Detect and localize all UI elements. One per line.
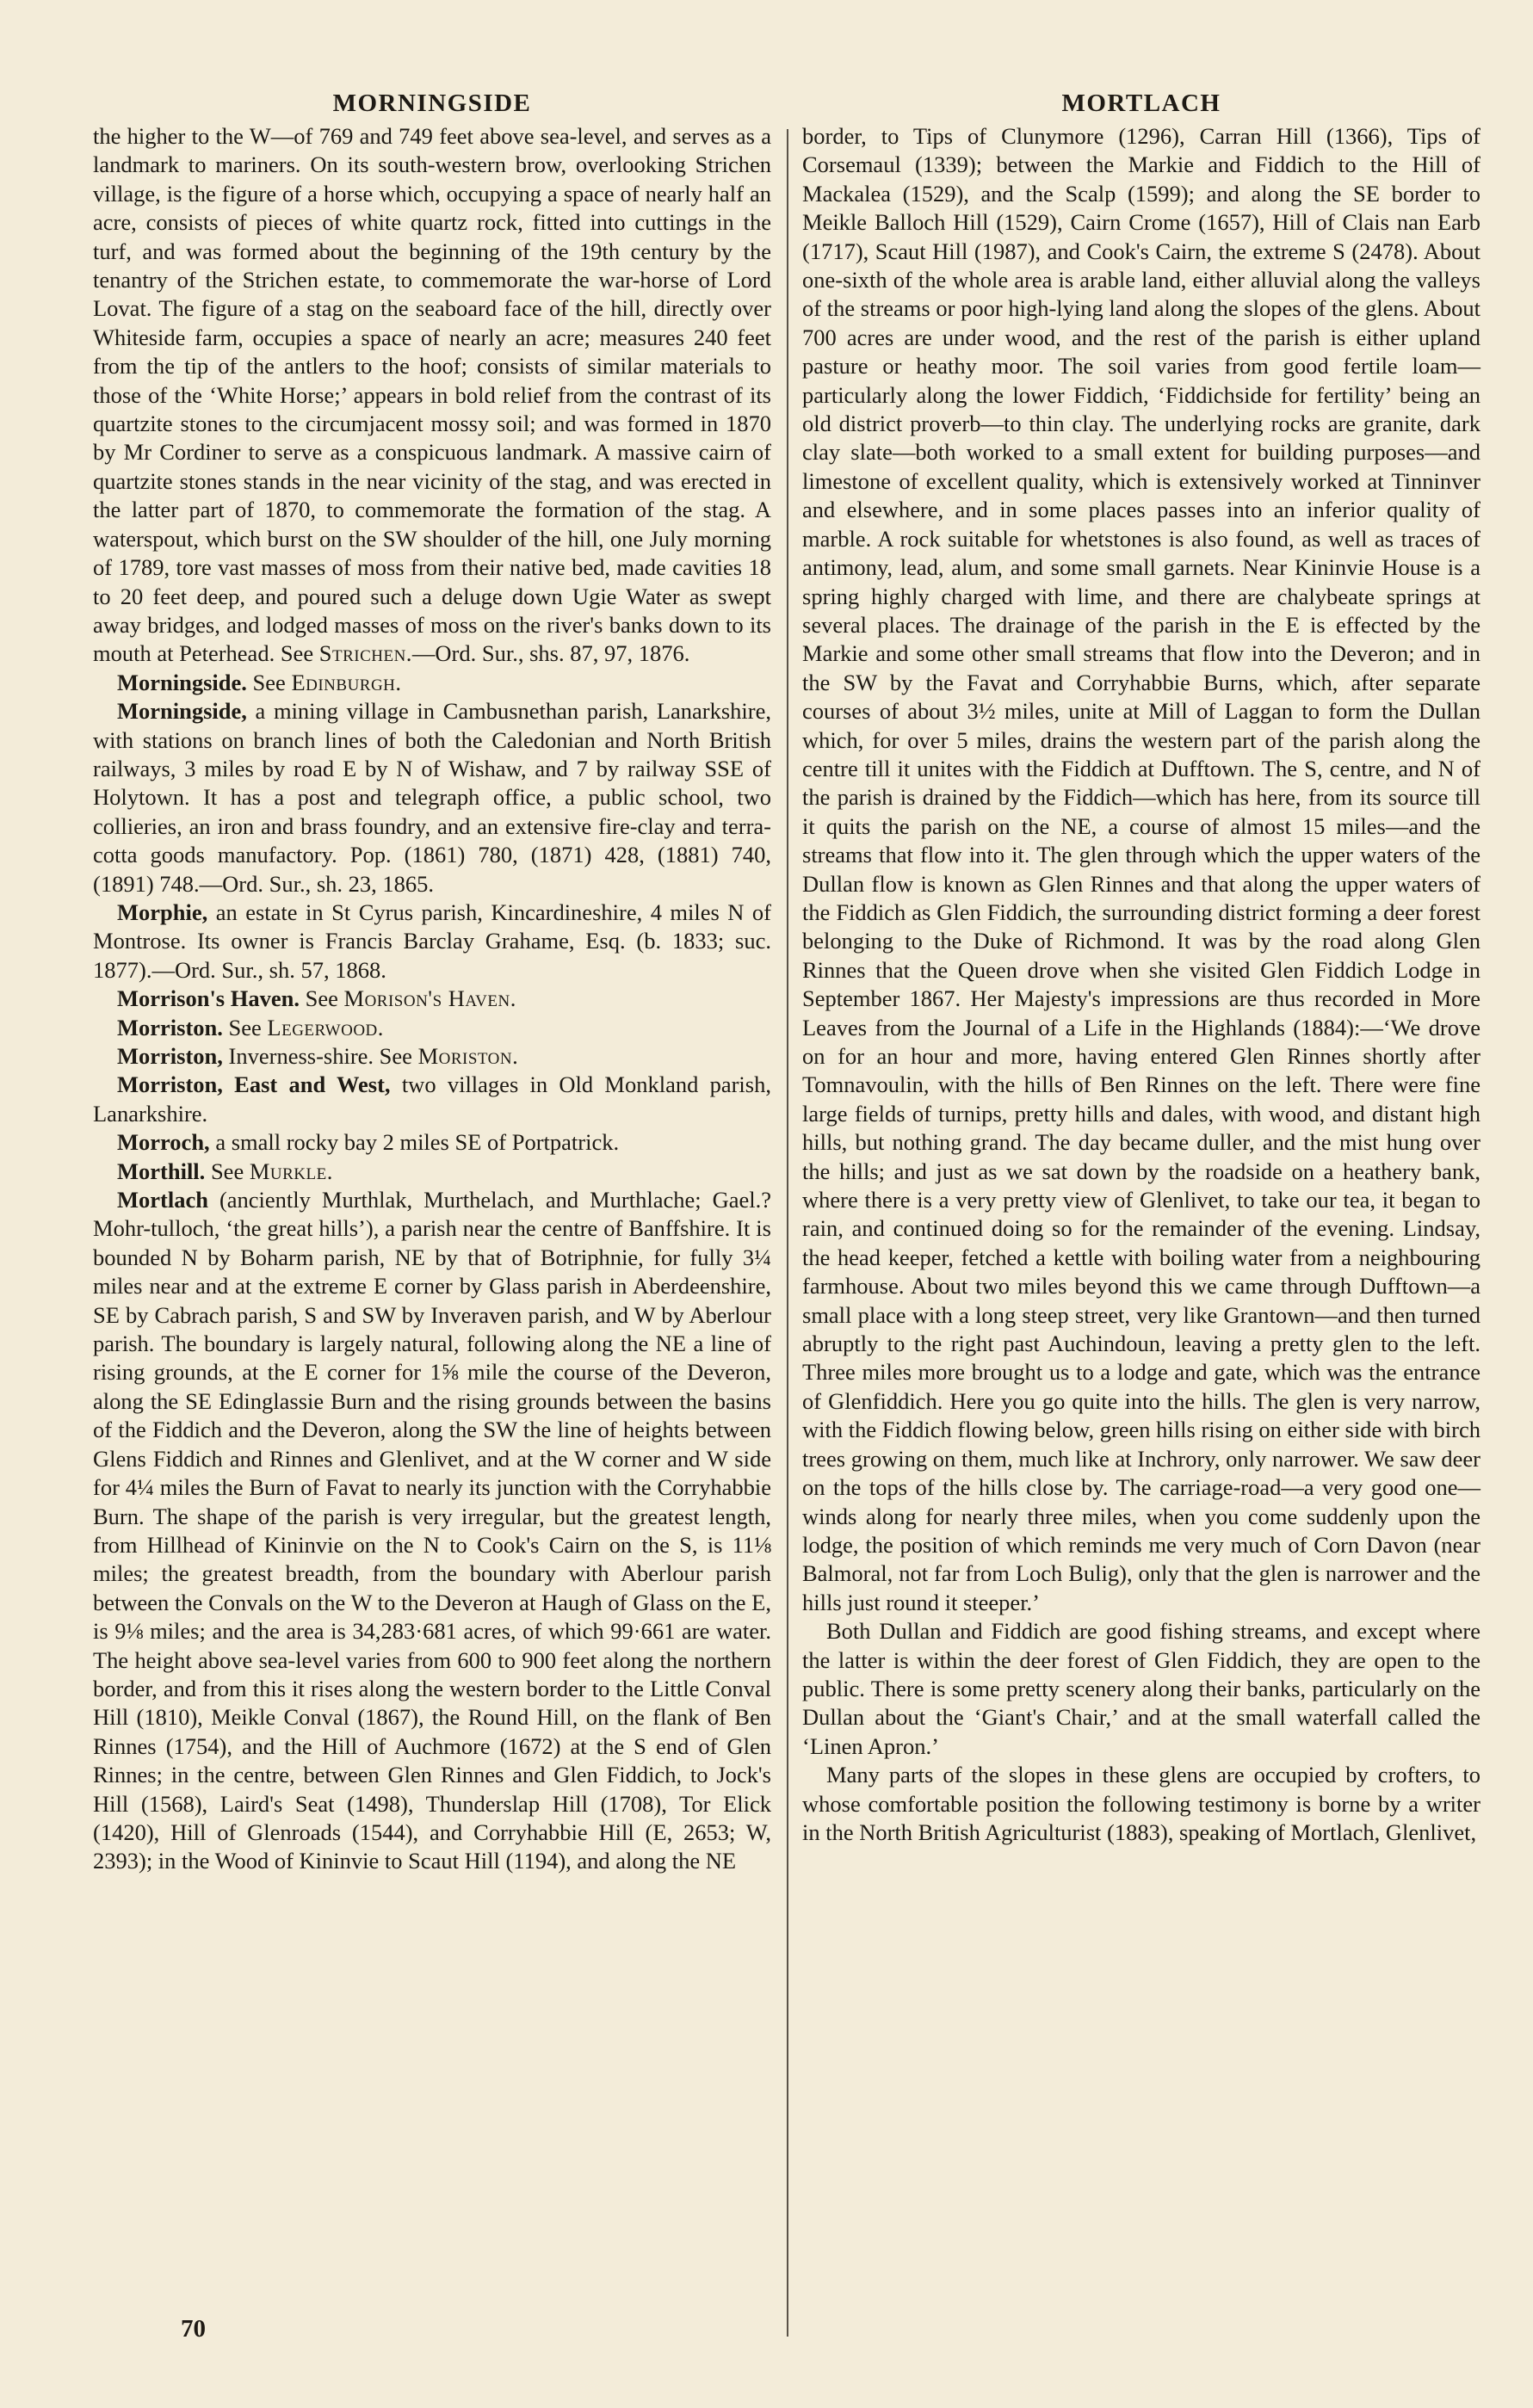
entry-heading: Morphie, [117,898,208,925]
cross-reference: Morison's Haven. [343,985,516,1012]
paragraph: Both Dullan and Fiddich are good fishing streams, and except where the latter is within the deer forest of Glen Fiddich, they are open to the public. There is some pretty scenery along their banks, particularly on the Dullan about the ‘Giant's Chair,’ and at the small waterfall called the ‘Linen Apron.’ [802,1618,1480,1759]
gazetteer-entry: Morriston, East and West, two villages in Old Monkland parish, Lanarkshire. [93,1071,771,1127]
entry-heading: Mortlach [117,1187,208,1213]
paragraph: Many parts of the slopes in these glens are occupied by crofters, to whose comfortable position the following testimony is borne by a writer in the North British Agriculturist (1883), speaking of Mortlach, Glenlivet, [802,1762,1480,1845]
page-number: 70 [181,2315,206,2343]
gazetteer-entry: Morrison's Haven. See Morison's Haven. [117,985,516,1012]
cross-reference: Strichen. [318,640,412,667]
right-running-header: MORTLACH [1061,90,1221,117]
gazetteer-entry: Morroch, a small rocky bay 2 miles SE of Portpatrick. [117,1129,620,1156]
gazetteer-entry: Morriston, Inverness-shire. See Moriston. [117,1043,519,1069]
paragraph: the higher to the W—of 769 and 749 feet above sea-level, and serves as a landmark to mariners. On its south-western brow, overlooking Strichen village, is the figure of a horse which, occupying a space of nearly half an acre, consists of pieces of white quartz rock, fitted into cuttings in the turf, and was formed about the beginning of the 19th century by the tenantry of the Strichen estate, to commemorate the war-horse of Lord Lovat. The figure of a stag on the seaboard face of the hill, directly over Whiteside farm, occupies a space of nearly an acre; measures 240 feet from the tip of the antlers to the hoof; consists of similar materials to those of the ‘White Horse;’ appears in bold relief from the contrast of its quartzite stones to the circumjacent mossy soil; and was formed in 1870 by Mr Cordiner to serve as a conspicuous landmark. A massive cairn of quartzite stones stands in the near vicinity of the stag, and was erected in the latter part of 1870, to commemorate the formation of the stag. A waterspout, which burst on the SW shoulder of the hill, one July morning of 1789, tore vast masses of moss from their native bed, made cavities 18 to 20 feet deep, and poured such a deluge down Ugie Water as swept away bridges, and lodged masses of moss on the river's banks down to its mouth at Peterhead. See Strichen.—Ord. Sur., shs. 87, 97, 1876. [93,123,771,667]
gazetteer-entry: Morphie, an estate in St Cyrus parish, Kincardineshire, 4 miles N of Montrose. Its owner is Francis Barclay Grahame, Esq. (b. 1833; suc. 1877).—Ord. Sur., sh. 57, 1868. [93,898,771,983]
entry-heading: Morningside. [117,669,247,695]
cross-reference: Legerwood. [267,1014,384,1040]
entry-heading: Morningside, [117,698,247,725]
left-column [93,84,771,1876]
gazetteer-entry: Morningside, a mining village in Cambusnethan parish, Lanarkshire, with stations on branch lines of both the Caledonian and North British railways, 3 miles by road E by N of Wishaw, and 7 by railway SSE of Holytown. It has a post and telegraph office, a public school, two collieries, an iron and brass foundry, and an extensive fire-clay and terra-cotta goods manufactory. Pop. (1861) 780, (1871) 428, (1881) 740, (1891) 748.—Ord. Sur., sh. 23, 1865. [93,698,771,897]
right-column [802,84,1480,1847]
entry-heading: Morthill. [117,1158,206,1184]
cross-reference: Edinburgh. [291,669,402,695]
gazetteer-entry: Morningside. See Edinburgh. [117,669,402,695]
paragraph: border, to Tips of Clunymore (1296), Carran Hill (1366), Tips of Corsemaul (1339); between the Markie and Fiddich to the Hill of Mackalea (1529), and the Scalp (1599); and along the SE border to Meikle Balloch Hill (1529), Cairn Crome (1657), Hill of Clais nan Earb (1717), Scaut Hill (1987), and Cook's Cairn, the extreme S (2478). About one-sixth of the whole area is arable land, either alluvial along the valleys of the streams or poor high-lying land along the slopes of the glens. About 700 acres are under wood, and the rest of the parish is either upland pasture or heathy moor. The soil varies from good fertile loam—particularly along the lower Fiddich, ‘Fiddichside for fertility’ being an old district proverb—to thin clay. The underlying rocks are granite, dark clay slate—both worked to a small extent for building purposes—and limestone of excellent quality, which is extensively worked at Tinninver and elsewhere, and in some places passes into an inferior quality of marble. A rock suitable for whetstones is also found, as well as traces of antimony, lead, alum, and some small garnets. Near Kininvie House is a spring highly charged with lime, and there are chalybeate springs at several places. The drainage of the parish in the E is effected by the Markie and some other small streams that flow into the Deveron; and in the SW by the Favat and Corryhabbie Burns, which, after separate courses of about 3½ miles, unite at Mill of Laggan to form the Dullan which, for over 5 miles, drains the western part of the parish along the centre till it unites with the Fiddich at Dufftown. The S, centre, and N of the parish is drained by the Fiddich—which has here, from its source till it quits the parish on the NE, a course of almost 15 miles—and the streams that flow into it. The glen through which the upper waters of the Dullan flow is known as Glen Rinnes and that along the upper waters of the Fiddich as Glen Fiddich, the surrounding district forming a deer forest belonging to the Duke of Richmond. It was by the road along Glen Rinnes that the Queen drove when she visited Glen Fiddich Lodge in September 1867. Her Majesty's impressions are thus recorded in More Leaves from the Journal of a Life in the Highlands (1884):—‘We drove on for an hour and more, having entered Glen Rinnes shortly after Tomnavoulin, with the hills of Ben Rinnes on the left. There were fine large fields of turnips, pretty hills and dales, with wood, and distant high hills, but nothing grand. The day became duller, and the mist hung over the hills; and just as we sat down by the roadside on a heathery bank, where there is a very pretty view of Glenlivet, to take our tea, it began to rain, and continued doing so for the remainder of the evening. Lindsay, the head keeper, fetched a kettle with boiling water from a neighbouring farmhouse. About two miles beyond this we came through Dufftown—a small place with a long steep street, very like Grantown—and then turned abruptly to the right past Auchindoun, leaving a pretty glen to the left. Three miles more brought us to a lodge and gate, which was the entrance of Glenfiddich. Here you go quite into the hills. The glen is very narrow, with the Fiddich flowing below, green hills rising on either side with birch trees growing on them, much like at Inchrory, only narrower. We saw deer on the tops of the hills close by. The carriage-road—a very good one—winds along for nearly three miles, when you come suddenly upon the lodge, the position of which reminds me very much of Corn Davon (near Balmoral, not far from Loch Bulig), only that the glen is narrower and the hills just round it steeper.’ [802,123,1480,1615]
gazetteer-entry: Morthill. See Murkle. [117,1158,333,1184]
cross-reference: Moriston. [417,1043,519,1069]
entry-heading: Morriston. [117,1014,223,1040]
cross-reference: Murkle. [249,1158,333,1184]
gazetteer-entry: Mortlach (anciently Murthlak, Murthelach, and Murthlache; Gael.? Mohr-tulloch, ‘the great hills’), a parish near the centre of Banffshire. It is bounded N by Boharm parish, NE by that of Botriphnie, for fully 3¼ miles near and at the extreme E corner by Glass parish in Aberdeenshire, SE by Cabrach parish, S and SW by Inveraven parish, and W by Aberlour parish. The boundary is largely natural, following along the NE a line of rising grounds, at the E corner for 1⅝ mile the course of the Deveron, along the SE Edinglassie Burn and the rising grounds between the basins of the Fiddich and the Deveron, along the SW the line of heights between Glens Fiddich and Rinnes and Glenlivet, and at the W corner and W side for 4¼ miles the Burn of Favat to nearly its junction with the Corryhabbie Burn. The shape of the parish is very irregular, but the greatest length, from Hillhead of Kininvie on the N to Cook's Cairn on the S, is 11⅛ miles; the greatest breadth, from the boundary with Aberlour parish between the Convals on the W to the Deveron at Haugh of Glass on the E, is 9⅛ miles; and the area is 34,283·681 acres, of which 99·661 are water. The height above sea-level varies from 600 to 900 feet along the northern border, and from this it rises along the western border to the Little Conval Hill (1810), Meikle Conval (1867), the Round Hill, on the flank of Ben Rinnes (1754), and the Hill of Auchmore (1672) at the S end of Glen Rinnes; in the centre, between Glen Rinnes and Glen Fiddich, to Jock's Hill (1568), Laird's Seat (1498), Thunderslap Hill (1708), Tor Elick (1420), Hill of Glenroads (1544), and Corryhabbie Hill (E, 2653; W, 2393); in the Wood of Kininvie to Scaut Hill (1194), and along the NE [93,1187,771,1874]
gazetteer-entry: Morriston. See Legerwood. [117,1014,384,1040]
column-divider-rule [787,129,788,2337]
entry-heading: Morroch, [117,1129,210,1156]
entry-heading: Morrison's Haven. [117,985,300,1012]
left-column-text [93,122,771,1876]
entry-heading: Morriston, [117,1043,223,1069]
left-running-header: MORNINGSIDE [332,90,532,117]
entry-heading: Morriston, East and West, [117,1071,391,1098]
right-column-text [802,122,1480,1847]
